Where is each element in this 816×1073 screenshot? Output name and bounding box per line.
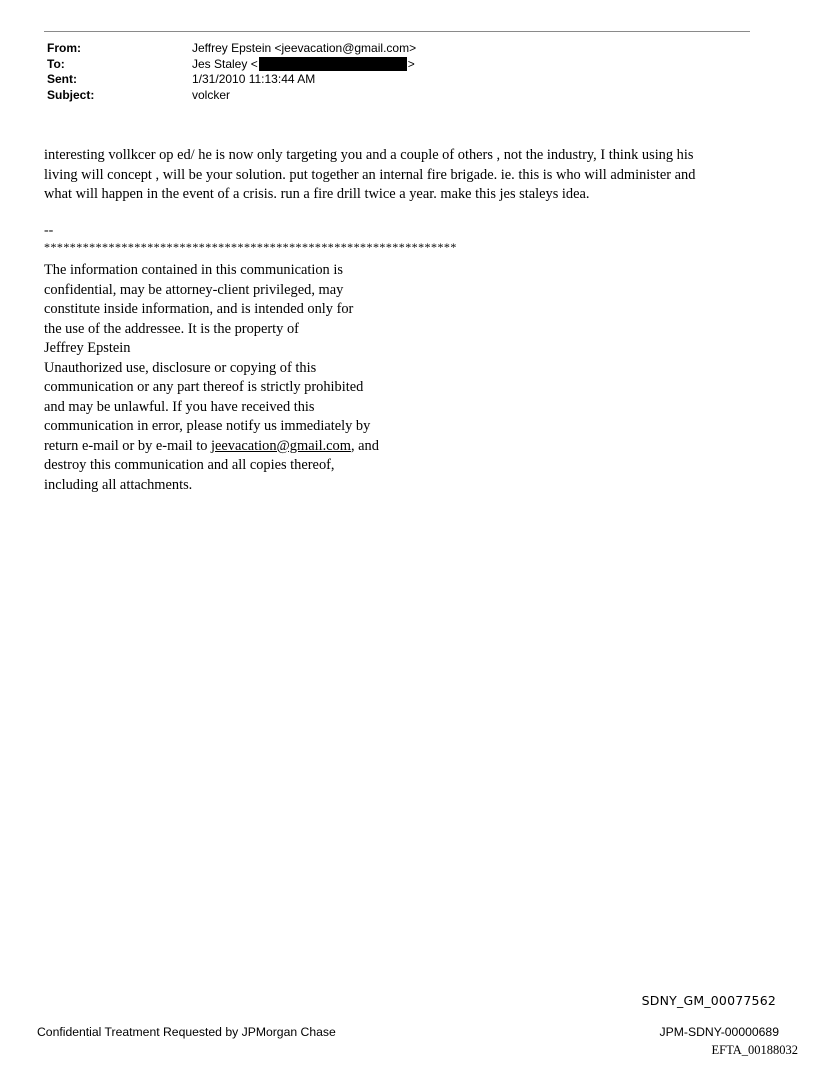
disclaimer-line bbox=[44, 437, 379, 457]
to-value bbox=[192, 57, 415, 73]
to-label: To: bbox=[47, 56, 65, 71]
bates-number-jpm: JPM-SDNY-00000689 bbox=[659, 1025, 779, 1039]
to-prefix: Jes Staley < bbox=[192, 56, 258, 71]
redaction-block bbox=[259, 57, 407, 71]
disclaimer-line: destroy this communication and all copies thereof, bbox=[44, 457, 335, 473]
to-suffix: > bbox=[407, 56, 415, 71]
email-header bbox=[47, 41, 416, 103]
disclaimer-line: constitute inside information, and is intended only for bbox=[44, 301, 354, 317]
subject-value: volcker bbox=[192, 87, 231, 102]
body-line: living will concept , will be your solution. put together an internal fire brigade. ie. this is who will administer and bbox=[44, 166, 696, 183]
bates-number-sdny: SDNY_GM_00077562 bbox=[641, 993, 776, 1008]
confidential-treatment-note: Confidential Treatment Requested by JPMorgan Chase bbox=[37, 1025, 336, 1039]
from-label: From: bbox=[47, 41, 81, 55]
subject-row bbox=[47, 88, 416, 104]
asterisk-divider: **************************************************************** bbox=[44, 240, 457, 254]
body-line: what will happen in the event of a crisis. run a fire drill twice a year. make this jes staleys idea. bbox=[44, 186, 590, 202]
disclaimer-line: and may be unlawful. If you have received this bbox=[44, 398, 315, 415]
email-body bbox=[44, 146, 760, 205]
disclaimer-line: communication in error, please notify us immediately by bbox=[44, 418, 371, 434]
disclaimer-line: communication or any part thereof is strictly prohibited bbox=[44, 379, 364, 395]
disclaimer-line: including all attachments. bbox=[44, 476, 193, 493]
sent-row bbox=[47, 72, 416, 88]
from-value: Jeffrey Epstein <jeevacation@gmail.com> bbox=[192, 41, 417, 55]
disclaimer-line: The information contained in this communication is bbox=[44, 262, 343, 278]
header-divider bbox=[44, 31, 750, 32]
disclaimer-line: Unauthorized use, disclosure or copying of this bbox=[44, 359, 317, 376]
sent-label: Sent: bbox=[47, 72, 77, 86]
from-row bbox=[47, 41, 416, 57]
confidentiality-disclaimer bbox=[44, 261, 379, 495]
disclaimer-line: the use of the addressee. It is the property of bbox=[44, 320, 299, 337]
subject-label: Subject: bbox=[47, 87, 95, 102]
disclaimer-line: confidential, may be attorney-client privileged, may bbox=[44, 281, 344, 298]
signature-separator: -- bbox=[44, 223, 54, 238]
email-link[interactable]: jeevacation@gmail.com bbox=[211, 437, 351, 454]
to-row bbox=[47, 57, 416, 73]
sent-value: 1/31/2010 11:13:44 AM bbox=[192, 72, 316, 86]
return-email-prefix: return e-mail or by e-mail to bbox=[44, 437, 212, 454]
bates-number-efta: EFTA_00188032 bbox=[711, 1043, 798, 1057]
body-line: interesting vollkcer op ed/ he is now only targeting you and a couple of others , not the industry, I think using his bbox=[44, 147, 694, 163]
return-email-suffix: , and bbox=[350, 437, 379, 454]
disclaimer-line: Jeffrey Epstein bbox=[44, 340, 131, 356]
